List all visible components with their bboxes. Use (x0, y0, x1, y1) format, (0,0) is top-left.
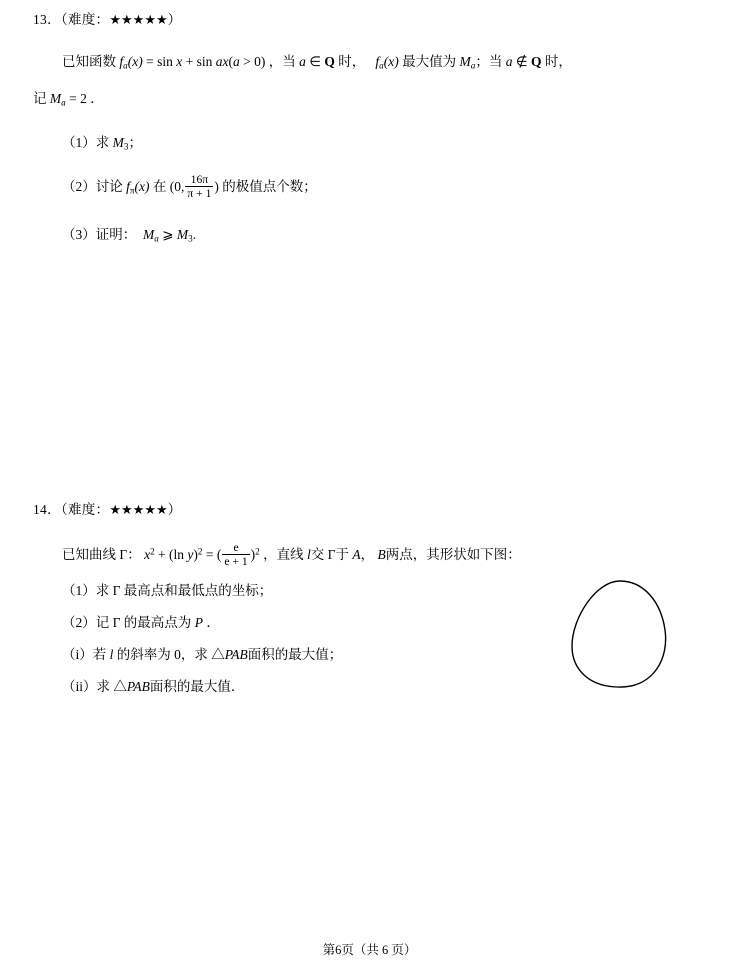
q13-text-b: ，当 (268, 54, 296, 69)
question-13-statement-line-2: 记 $M_a = 2$ ． (33, 91, 104, 108)
question-13-difficulty-close: ） (167, 12, 182, 27)
q14-text-a: 已知曲线 (62, 546, 116, 562)
q14-part2-end: ． (206, 615, 220, 630)
q13-text-f: 时， (544, 54, 572, 69)
question-13-statement-line-1: 已知函数 $f_a(x) = \sin x + \sin ax(a > 0)$ ，当 a ∈ Q 时， $f_a(x)$ 最大值为 $M_a$；当 a ∉ Q 时， (62, 54, 572, 71)
q14-part2ii-marker: （ii） (62, 679, 97, 694)
q14-text-g: 两点，其形状如下图： (385, 546, 521, 562)
q14-part2-text: 记 Γ 的最高点为 (95, 615, 192, 630)
q13-part2-verb: 讨论 (95, 178, 123, 194)
q14-part2ii-a: 求 (96, 679, 111, 694)
q14-part2i-c: 面积的最大值； (247, 647, 343, 662)
question-13-part-1: （1）求 $M_3$； (62, 135, 142, 152)
q13-function-fa: $f_a(x)$ (119, 54, 143, 71)
question-14-part-2-ii: （ii）求 △PAB面积的最大值． (62, 679, 245, 694)
question-14-number: 14． (33, 502, 61, 517)
curve-figure (566, 578, 674, 690)
q13-text-h: ． (90, 91, 104, 106)
q14-text-f: ， (360, 546, 375, 562)
question-14-difficulty-label: （难度： (60, 502, 110, 517)
q14-text-c: ，直线 (263, 546, 304, 562)
question-13-part-2: （2）讨论 $f_\pi(x)$ 在 (0, $\frac{16\pi}{\pi + 1}$ ) 的极值点个数； (62, 173, 317, 200)
question-13-part-3: （3）证明： $M_a$ ⩾ $M_3$. (62, 227, 197, 244)
q13-text-d: 最大值为 (402, 54, 457, 69)
q14-text-b: ： (127, 546, 141, 562)
q14-text-e: 于 (335, 546, 349, 562)
q13-part1-marker: （1） (62, 135, 96, 150)
q13-part1-end: ； (128, 135, 142, 150)
q14-part1-text: 求 Γ 最高点和最低点的坐标； (95, 583, 273, 598)
q13-part3-marker: （3） (62, 227, 96, 242)
q13-part3-verb: 证明： (95, 227, 137, 242)
q14-fraction-e-over-e-plus-1: $\frac{e}{e + 1}$ (224, 541, 248, 568)
q13-part2-marker: （2） (62, 178, 96, 194)
q13-part2-b: 在 (152, 178, 167, 194)
q13-text-e: ；当 (475, 54, 503, 69)
q14-part1-marker: （1） (62, 583, 96, 598)
question-14-part-1 (62, 581, 272, 601)
question-13-difficulty-label: （难度： (60, 12, 110, 27)
page-number-text: 第6页（共 6 页） (322, 943, 417, 957)
q14-part2i-b: 的斜率为 0，求 (116, 647, 208, 662)
curve-gamma-shape (566, 578, 674, 690)
q14-text-d: 交 (310, 546, 325, 562)
q14-part2ii-b: 面积的最大值． (149, 679, 245, 694)
q13-part1-verb: 求 (95, 135, 110, 150)
q13-text-a: 已知函数 (62, 54, 116, 69)
question-14-header (33, 498, 181, 518)
question-14-part-2-i: （i）若 l 的斜率为 0，求 △PAB面积的最大值； (62, 647, 343, 662)
q13-text-g: 记 (33, 91, 47, 106)
page-footer (0, 940, 739, 958)
q14-part2i-marker: （i） (62, 647, 93, 662)
q13-text-c: 时， (338, 54, 366, 69)
question-13-header (33, 8, 181, 28)
question-14-difficulty-close: ） (167, 502, 182, 517)
q13-part2-c: 的极值点个数； (222, 178, 317, 194)
question-14-statement-line-1: 已知曲线 Γ： $x^2 + (\ln$ y)$^2$ = ( $\frac{e}{e + 1}$ )$^2$ ，直线 l交 Γ于 A， B两点，其形状如下图： (62, 541, 521, 568)
question-14-difficulty-stars: ★★★★★ (109, 502, 168, 517)
question-13-difficulty-stars: ★★★★★ (109, 12, 168, 27)
q14-part2i-a: 若 (92, 647, 107, 662)
question-13-number: 13． (33, 12, 61, 27)
q14-part2-marker: （2） (62, 615, 96, 630)
question-14-part-2: （2）记 Γ 的最高点为 P ． (62, 615, 220, 630)
q13-fraction-16pi-over-pi-plus-1: $\frac{16\pi}{\pi + 1}$ (187, 173, 212, 200)
